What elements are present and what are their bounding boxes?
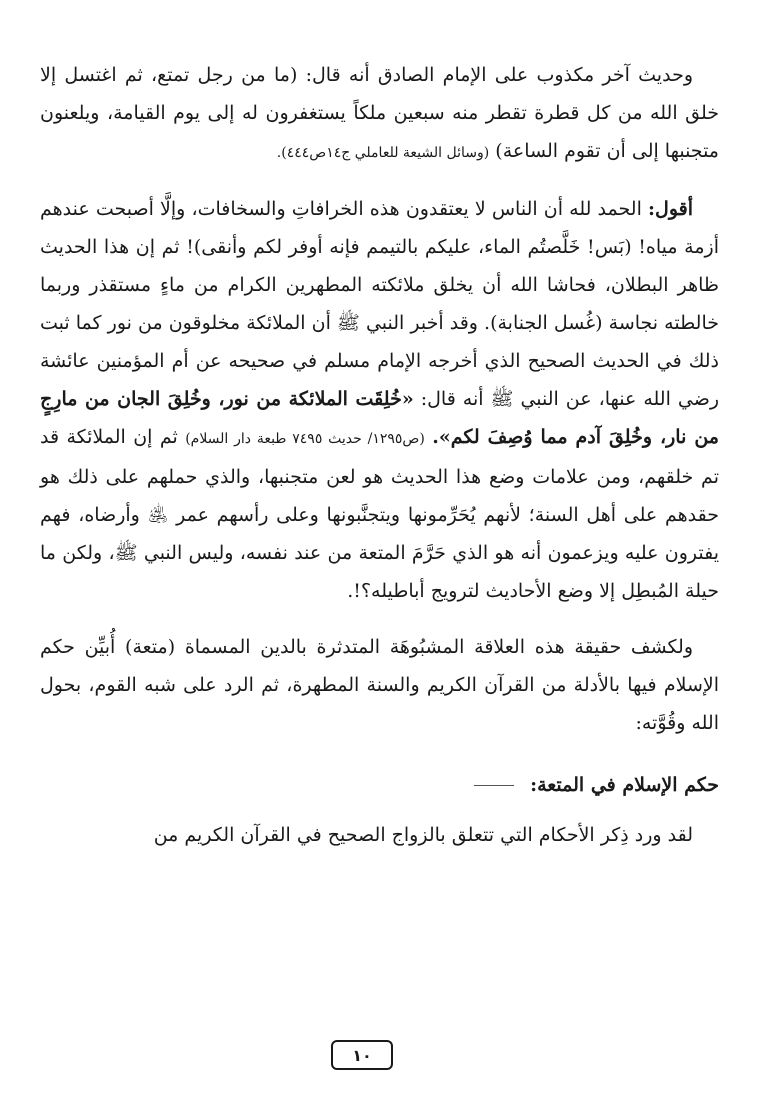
paragraph-lead-word: أقول: [648, 198, 693, 220]
page-number-text: ١٠ [352, 1045, 372, 1065]
hadith-quote: «خُلِقَت الملائكة من نور، وخُلِقَ الجان من مارِجٍ من نار، وخُلِقَ آدم مما وُصِفَ لكم». [40, 388, 719, 448]
heading-rule-divider [474, 785, 514, 786]
paragraph-fabricated-hadith [40, 56, 719, 172]
citation-reference: (وسائل الشيعة للعاملي ج١٤ص٤٤٤). [276, 145, 490, 161]
paragraph-intro [40, 628, 719, 742]
paragraph-text: لقد ورد ذِكر الأحكام التي تتعلق بالزواج الصحيح في القرآن الكريم من [153, 824, 693, 846]
paragraph-text: ثم إن الملائكة قد تم خلقهم، ومن علامات وضع هذا الحديث هو لعن متجنبها، والذي حملهم على ذلك هو حقدهم على أهل السنة؛ لأنهم يُحَرِّمونها ويتجنَّبونها وعلى رأسهم عمر ﵁ وأرضاه، فهم يفترون عليه ويزعمون أنه هو الذي حَرَّمَ المتعة من عند نفسه، وليس النبي ﷺ، ولكن ما حيلة المُبطِل إلا وضع الأحاديث لترويج أباطيله؟!. [40, 426, 719, 602]
paragraph-rebuttal [40, 190, 719, 610]
section-heading [40, 766, 719, 804]
paragraph-section-start [40, 816, 719, 854]
paragraph-text: وحديث آخر مكذوب على الإمام الصادق أنه قال: (ما من رجل تمتع، ثم اغتسل إلا خلق الله من كل قطرة تقطر منه سبعين ملكاً يستغفرون له إلى يوم القيامة، ويلعنون متجنبها إلى أن تقوم الساعة) [40, 64, 719, 162]
page-body [40, 56, 719, 854]
paragraph-text: الحمد لله أن الناس لا يعتقدون هذه الخرافاتِ والسخافات، وإلَّا أصبحت عندهم أزمة مياه! (بَس! خَلَّصتُم الماء، عليكم بالتيمم فإنه أوفر لكم وأنقى)! ثم إن هذا الحديث ظاهر البطلان، فحاشا الله أن يخلق ملائكته المطهرين الكرام من ماءٍ مستقذر وربما خالطته نجاسة (غُسل الجنابة). وقد أخبر النبي ﷺ أن الملائكة مخلوقون من نور كما ثبت ذلك في الحديث الصحيح الذي أخرجه الإمام مسلم في صحيحه عن أم المؤمنين عائشة رضي الله عنها، عن النبي ﷺ أنه قال: [40, 198, 720, 410]
section-heading-text: حكم الإسلام في المتعة: [530, 774, 719, 796]
citation-reference: (ص١٢٩٥/ حديث ٧٤٩٥ طبعة دار السلام) [185, 431, 425, 447]
page-number [331, 1040, 393, 1070]
paragraph-text: ولكشف حقيقة هذه العلاقة المشبُوهَة المتدثرة بالدين المسماة (متعة) أُبيِّن حكم الإسلام فيها بالأدلة من القرآن الكريم والسنة المطهرة، ثم الرد على شبه القوم، بحول الله وقُوَّته: [40, 636, 719, 734]
